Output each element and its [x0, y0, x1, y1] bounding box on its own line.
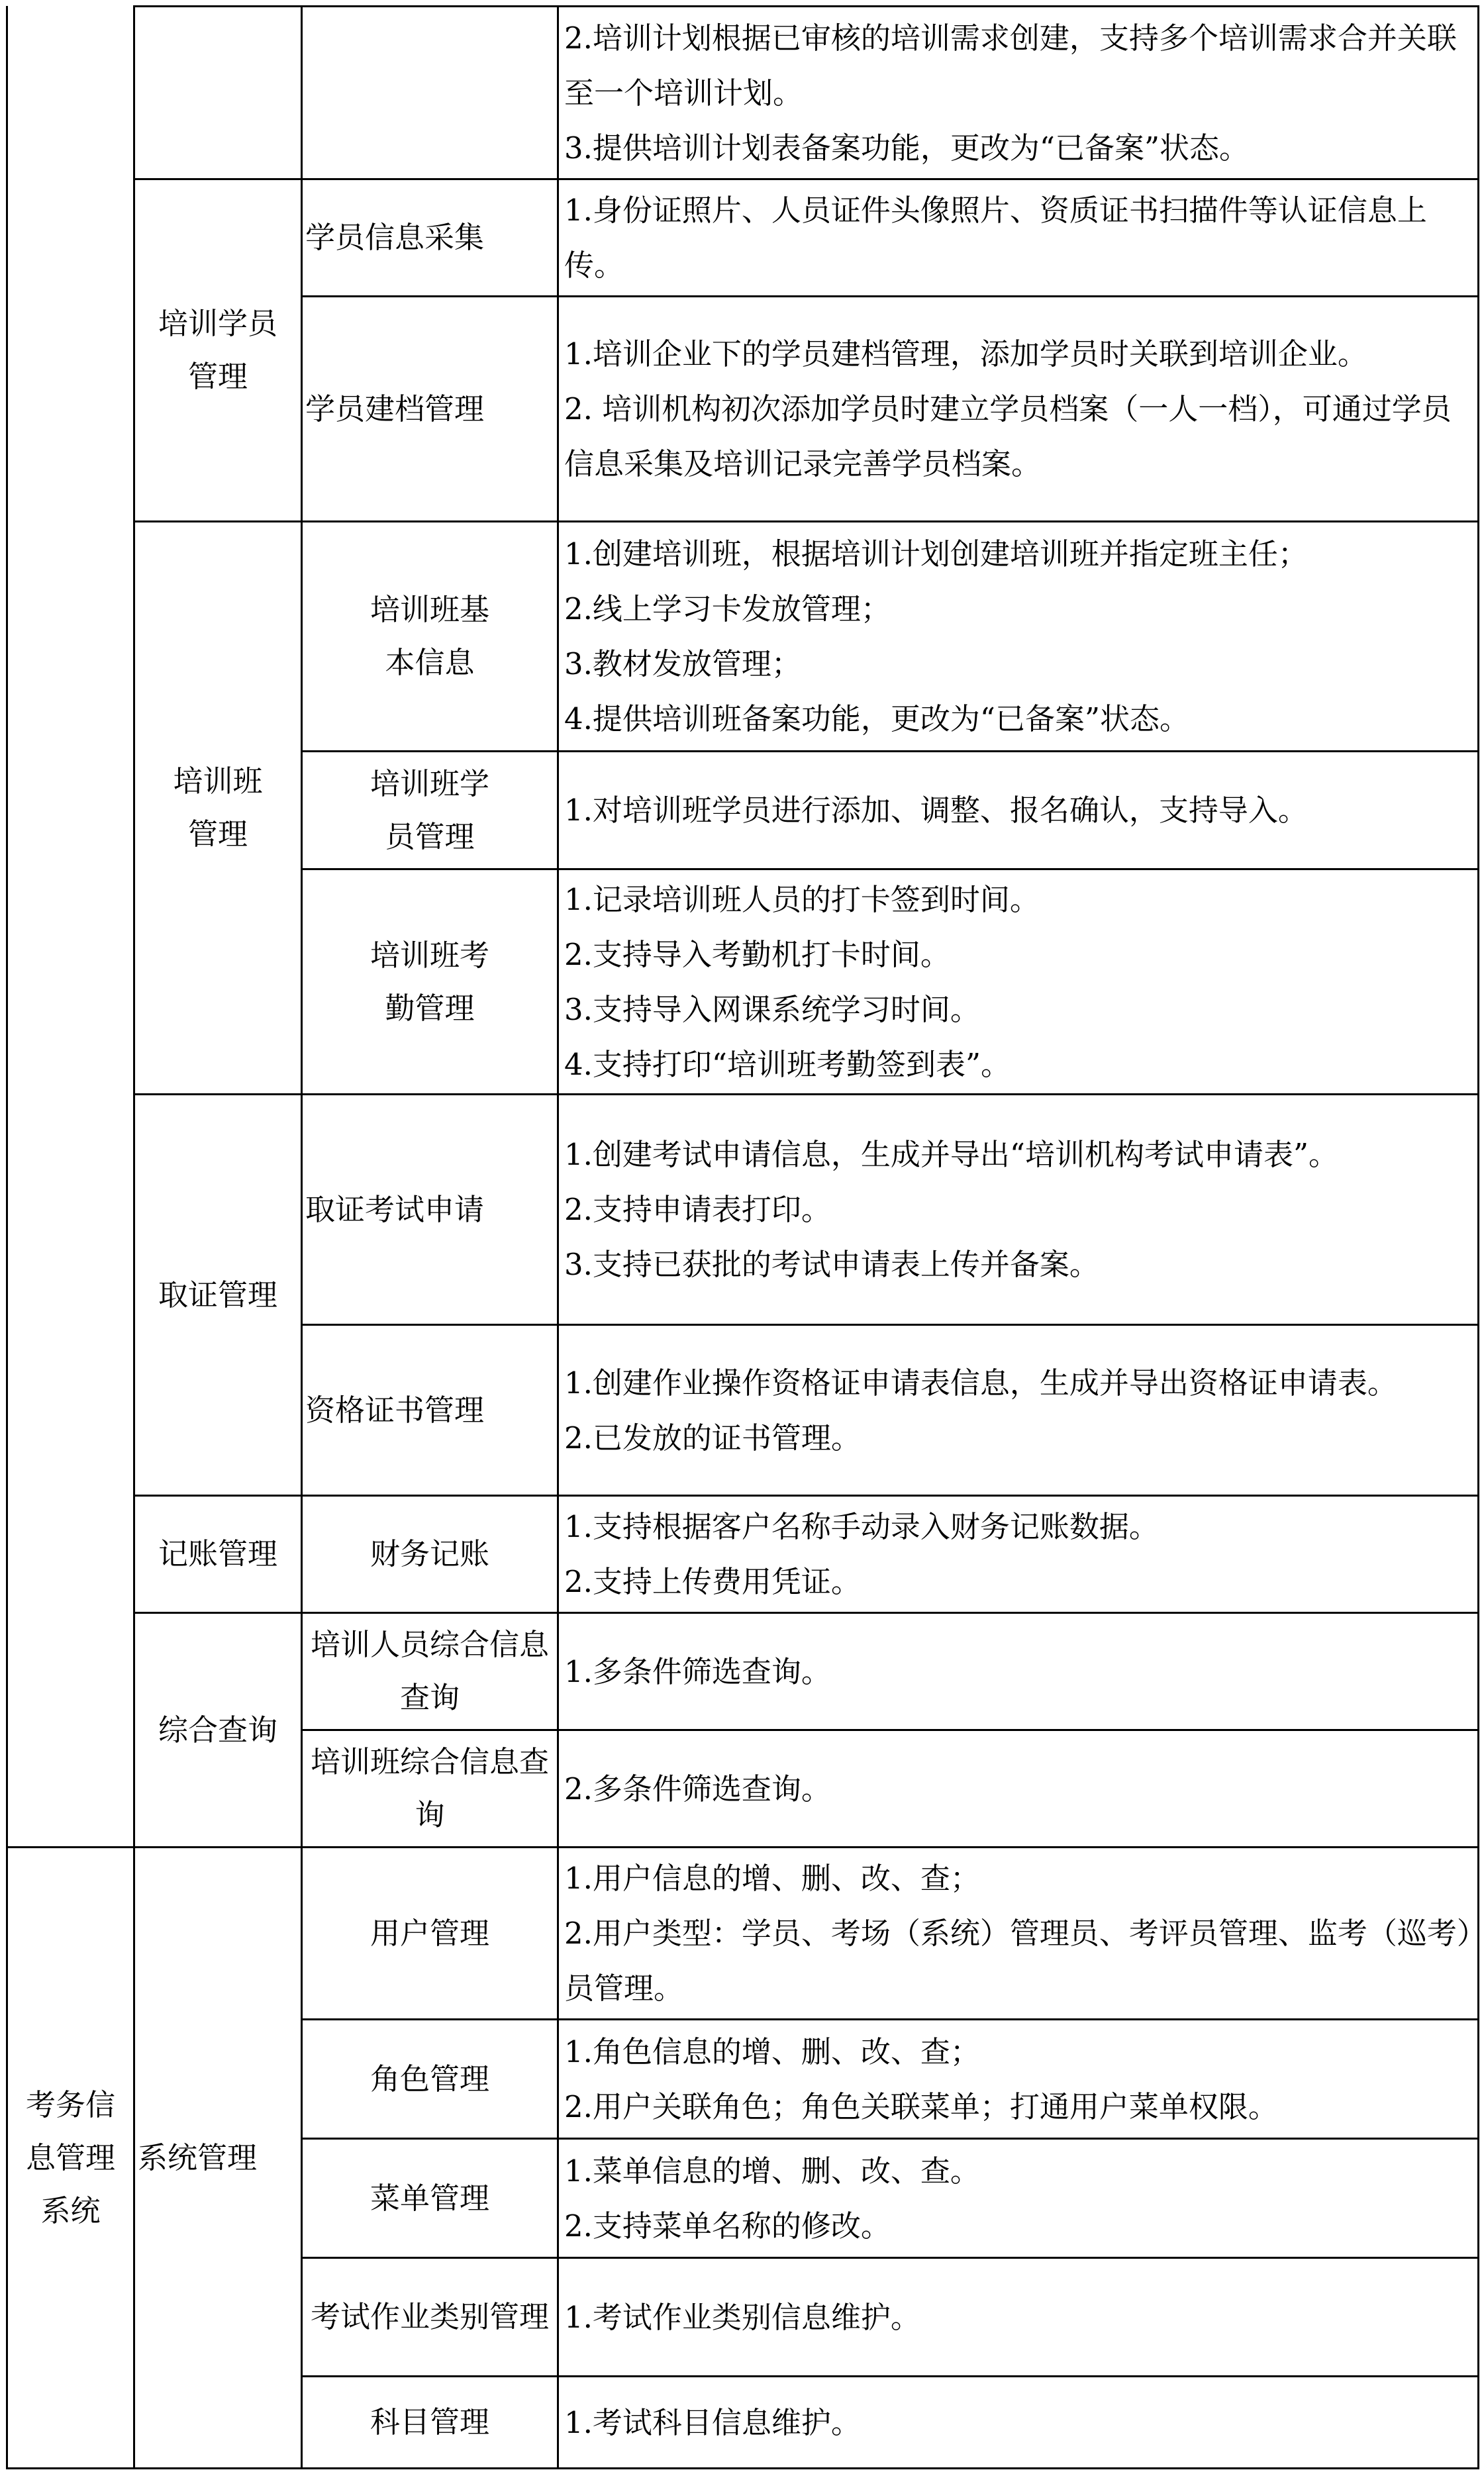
description-line: 1.创建作业操作资格证申请表信息，生成并导出资格证申请表。: [564, 1365, 1397, 1401]
description-text: [559, 2144, 1477, 2253]
function-label: 考试作业类别管理: [310, 2299, 549, 2334]
description-cell: [559, 7, 1477, 178]
module-cell-system-management: [135, 1848, 301, 2467]
function-cell: [303, 2140, 557, 2257]
description-text: [559, 526, 1477, 746]
description-cell: [559, 1614, 1477, 1729]
description-cell: [559, 1095, 1477, 1324]
description-line: 2.培训计划根据已审核的培训需求创建，支持多个培训需求合并关联至一个培训计划。: [564, 20, 1457, 111]
function-cell: [303, 7, 557, 178]
description-line: 3.教材发放管理；: [564, 646, 801, 681]
grid-line: [6, 2467, 1479, 2469]
description-line: 1.记录培训班人员的打卡签到时间。: [564, 881, 1040, 917]
module-label: 系统管理: [138, 2140, 258, 2175]
description-cell: [559, 1731, 1477, 1846]
module-label: 取证管理: [158, 1277, 277, 1312]
description-text: [559, 2024, 1477, 2134]
function-label: 培训班考勤管理: [370, 937, 489, 1026]
description-cell: [559, 522, 1477, 750]
function-cell: [303, 1731, 557, 1846]
description-line: 2.支持申请表打印。: [564, 1192, 831, 1227]
description-line: 3.支持导入网课系统学习时间。: [564, 991, 980, 1027]
function-cell: [303, 2020, 557, 2138]
system-cell-exam-affairs: [8, 1848, 133, 2467]
description-text: [559, 1356, 1477, 1465]
function-cell: [303, 1095, 557, 1324]
description-text: [559, 326, 1477, 491]
function-cell: [303, 2377, 557, 2467]
description-cell: [559, 870, 1477, 1093]
description-cell: [559, 180, 1477, 295]
description-line: 2. 培训机构初次添加学员时建立学员档案（一人一档），可通过学员信息采集及培训记录完善学员档案。: [564, 391, 1452, 481]
description-text: [559, 2290, 1477, 2345]
module-cell-accounting: [135, 1497, 301, 1612]
function-cell: [303, 752, 557, 868]
description-line: 4.支持打印“培训班考勤签到表”。: [564, 1046, 1011, 1082]
description-cell: [559, 297, 1477, 520]
description-line: 2.已发放的证书管理。: [564, 1420, 861, 1456]
function-cell: [303, 180, 557, 295]
system-label: 考务信息管理系统: [25, 2087, 115, 2228]
module-label: 综合查询: [158, 1712, 277, 1748]
description-line: 1.用户信息的增、删、改、查；: [564, 1861, 980, 1896]
function-cell: [303, 1326, 557, 1495]
description-text: [559, 1761, 1477, 1816]
description-line: 2.多条件筛选查询。: [564, 1771, 831, 1806]
description-cell: [559, 2020, 1477, 2138]
description-line: 1.身份证照片、人员证件头像照片、资质证书扫描件等认证信息上传。: [564, 193, 1427, 283]
function-label: 培训班综合信息查询: [310, 1744, 549, 1832]
module-label: 记账管理: [158, 1536, 277, 1571]
function-cell: [303, 1497, 557, 1612]
module-cell-certification: [135, 1095, 301, 1495]
function-label: 培训人员综合信息查询: [310, 1627, 549, 1715]
description-line: 1.角色信息的增、删、改、查；: [564, 2034, 980, 2069]
function-label: 菜单管理: [370, 2180, 489, 2216]
grid-line: [1477, 6, 1479, 2469]
description-line: 2.线上学习卡发放管理；: [564, 591, 891, 626]
module-cell-query: [135, 1614, 301, 1846]
description-line: 2.支持导入考勤机打卡时间。: [564, 936, 950, 972]
description-text: [559, 11, 1477, 175]
function-cell: [303, 870, 557, 1093]
description-cell: [559, 2377, 1477, 2467]
description-cell: [559, 752, 1477, 868]
function-cell: [303, 522, 557, 750]
description-line: 2.用户关联角色；角色关联菜单；打通用户菜单权限。: [564, 2089, 1278, 2124]
description-text: [559, 872, 1477, 1092]
description-line: 1.多条件筛选查询。: [564, 1654, 831, 1689]
description-line: 1.考试科目信息维护。: [564, 2404, 861, 2440]
description-cell: [559, 1326, 1477, 1495]
description-text: [559, 1644, 1477, 1699]
function-label: 角色管理: [370, 2061, 489, 2097]
description-line: 3.提供培训计划表备案功能，更改为“已备案”状态。: [564, 130, 1249, 166]
description-cell: [559, 1848, 1477, 2018]
description-line: 1.支持根据客户名称手动录入财务记账数据。: [564, 1509, 1159, 1544]
function-label: 取证考试申请: [305, 1191, 485, 1227]
function-label: 财务记账: [370, 1536, 489, 1571]
module-cell-class-management: [135, 522, 301, 1093]
function-cell: [303, 1614, 557, 1729]
description-text: [559, 1499, 1477, 1609]
system-cell: [8, 7, 133, 1846]
description-text: [559, 2395, 1477, 2450]
function-label: 科目管理: [370, 2404, 489, 2440]
description-line: 2.用户类型：学员、考场（系统）管理员、考评员管理、监考（巡考）员管理。: [564, 1916, 1472, 2006]
function-label: 培训班基本信息: [370, 592, 489, 680]
description-line: 1.考试作业类别信息维护。: [564, 2299, 920, 2335]
description-text: [559, 183, 1477, 293]
module-label: 培训学员管理: [158, 306, 277, 394]
description-text: [559, 1127, 1477, 1292]
description-text: [559, 1851, 1477, 2016]
module-cell-trainee-management: [135, 180, 301, 520]
description-text: [559, 783, 1477, 838]
function-cell: [303, 1848, 557, 2018]
description-line: 1.创建培训班，根据培训计划创建培训班并指定班主任；: [564, 536, 1308, 571]
description-cell: [559, 2140, 1477, 2257]
module-cell: [135, 7, 301, 178]
description-line: 1.培训企业下的学员建档管理，添加学员时关联到培训企业。: [564, 336, 1367, 371]
description-cell: [559, 1497, 1477, 1612]
function-label: 学员建档管理: [305, 391, 485, 426]
description-line: 2.支持上传费用凭证。: [564, 1564, 861, 1599]
function-label: 资格证书管理: [305, 1392, 485, 1428]
description-line: 2.支持菜单名称的修改。: [564, 2208, 891, 2244]
function-label: 培训班学员管理: [370, 766, 489, 854]
module-label: 培训班管理: [173, 764, 263, 852]
description-line: 1.创建考试申请信息，生成并导出“培训机构考试申请表”。: [564, 1137, 1338, 1172]
description-line: 4.提供培训班备案功能，更改为“已备案”状态。: [564, 701, 1189, 736]
description-line: 3.支持已获批的考试申请表上传并备案。: [564, 1247, 1099, 1282]
description-cell: [559, 2259, 1477, 2375]
function-cell: [303, 2259, 557, 2375]
function-label: 用户管理: [370, 1915, 489, 1951]
description-line: 1.菜单信息的增、删、改、查。: [564, 2153, 980, 2189]
description-line: 1.对培训班学员进行添加、调整、报名确认，支持导入。: [564, 793, 1308, 828]
function-label: 学员信息采集: [305, 220, 485, 255]
function-cell: [303, 297, 557, 520]
